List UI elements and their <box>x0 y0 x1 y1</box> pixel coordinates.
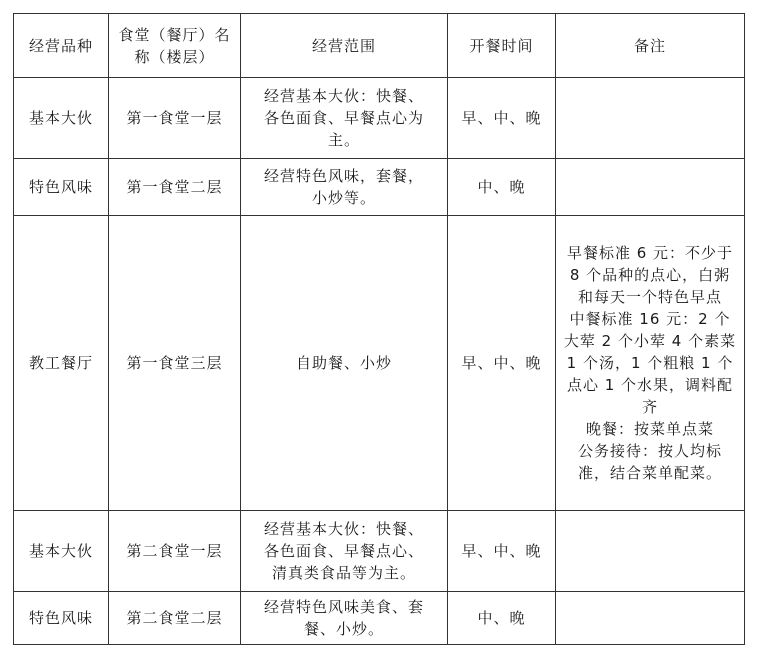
cell-note: 早餐标准 6 元：不少于 8 个品种的点心，白粥 和每天一个特色早点 中餐标准 16 元：2 个 大荤 2 个小荤 4 个素菜 1 个汤，1 个粗粮 1 个 点心 1 个水果，调料配 齐 晚餐：按菜单点菜 公务接待：按人均标 准，结合菜单配菜。 <box>556 216 745 511</box>
cell-hours: 早、中、晚 <box>448 78 556 159</box>
table-row <box>14 159 745 216</box>
table-row <box>14 78 745 159</box>
cell-location: 第一食堂一层 <box>109 78 241 159</box>
cell-location: 第一食堂二层 <box>109 159 241 216</box>
cell-note <box>556 78 745 159</box>
cell-note <box>556 159 745 216</box>
cell-location: 第二食堂一层 <box>109 511 241 592</box>
cell-hours: 中、晚 <box>448 592 556 645</box>
cell-hours: 中、晚 <box>448 159 556 216</box>
cell-hours: 早、中、晚 <box>448 511 556 592</box>
cell-category: 基本大伙 <box>14 78 109 159</box>
table-row <box>14 216 745 511</box>
cell-location: 第二食堂二层 <box>109 592 241 645</box>
header-location: 食堂（餐厅）名 称（楼层） <box>109 14 241 78</box>
header-scope: 经营范围 <box>241 14 448 78</box>
cell-scope: 经营基本大伙：快餐、 各色面食、早餐点心为 主。 <box>241 78 448 159</box>
cell-note <box>556 511 745 592</box>
cell-scope: 经营基本大伙：快餐、 各色面食、早餐点心、 清真类食品等为主。 <box>241 511 448 592</box>
cell-scope: 经营特色风味美食、套 餐、小炒。 <box>241 592 448 645</box>
header-hours: 开餐时间 <box>448 14 556 78</box>
cell-category: 教工餐厅 <box>14 216 109 511</box>
cell-category: 基本大伙 <box>14 511 109 592</box>
table-row <box>14 592 745 645</box>
cell-note <box>556 592 745 645</box>
cell-scope: 经营特色风味，套餐， 小炒等。 <box>241 159 448 216</box>
header-note: 备注 <box>556 14 745 78</box>
cell-scope: 自助餐、小炒 <box>241 216 448 511</box>
cell-category: 特色风味 <box>14 159 109 216</box>
cell-location: 第一食堂三层 <box>109 216 241 511</box>
canteen-table <box>13 13 745 645</box>
cell-hours: 早、中、晚 <box>448 216 556 511</box>
header-row <box>14 14 745 78</box>
table-row <box>14 511 745 592</box>
cell-category: 特色风味 <box>14 592 109 645</box>
header-category: 经营品种 <box>14 14 109 78</box>
